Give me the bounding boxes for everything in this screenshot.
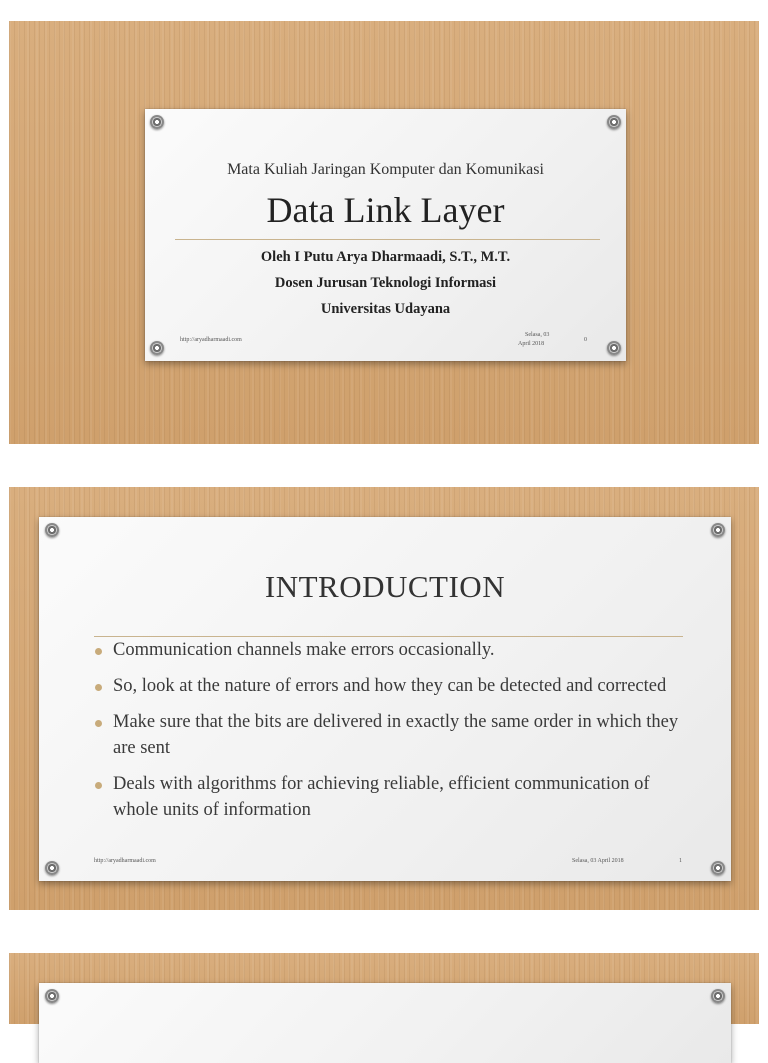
slide-title: INTRODUCTION xyxy=(264,569,506,604)
rivet-icon xyxy=(150,341,164,355)
slide-1-background xyxy=(9,21,759,444)
list-item: Make sure that the bits are delivered in exactly the same order in which they are sent xyxy=(95,709,685,761)
title-divider xyxy=(175,239,600,240)
slide-2-background xyxy=(9,487,759,910)
footer-url: http://aryadharmaadi.com xyxy=(94,858,156,864)
bullet-icon xyxy=(95,782,102,789)
introduction-slide-card xyxy=(39,517,731,881)
rivet-icon xyxy=(711,861,725,875)
university-line: Universitas Udayana xyxy=(320,301,451,317)
slide-3-background xyxy=(9,953,759,1024)
rivet-icon xyxy=(711,989,725,1003)
footer-date-line2: April 2018 xyxy=(518,341,545,347)
rivet-icon xyxy=(607,115,621,129)
rivet-icon xyxy=(150,115,164,129)
list-item: Deals with algorithms for achieving reliable, efficient communication of whole units of information xyxy=(95,771,685,823)
page-number: 0 xyxy=(584,337,587,343)
list-item: Communication channels make errors occasionally. xyxy=(95,637,685,663)
author-line: Oleh I Putu Arya Dharmaadi, S.T., M.T. xyxy=(260,249,511,265)
rivet-icon xyxy=(45,989,59,1003)
list-item: So, look at the nature of errors and how they can be detected and corrected xyxy=(95,673,685,699)
position-line: Dosen Jurusan Teknologi Informasi xyxy=(274,275,497,291)
footer-date-line1: Selasa, 03 xyxy=(525,332,550,338)
footer-url: http://aryadharmaadi.com xyxy=(180,337,242,343)
bullet-icon xyxy=(95,720,102,727)
bullet-icon xyxy=(95,684,102,691)
bullet-icon xyxy=(95,648,102,655)
course-subtitle: Mata Kuliah Jaringan Komputer dan Komunikasi xyxy=(227,161,544,178)
rivet-icon xyxy=(45,861,59,875)
rivet-icon xyxy=(607,341,621,355)
title-slide-card xyxy=(145,109,626,361)
page-number: 1 xyxy=(679,858,682,864)
bullet-list xyxy=(95,637,685,833)
slide-3-card xyxy=(39,983,731,1063)
rivet-icon xyxy=(45,523,59,537)
footer-date: Selasa, 03 April 2018 xyxy=(572,858,624,864)
rivet-icon xyxy=(711,523,725,537)
slide-title: Data Link Layer xyxy=(266,190,505,230)
